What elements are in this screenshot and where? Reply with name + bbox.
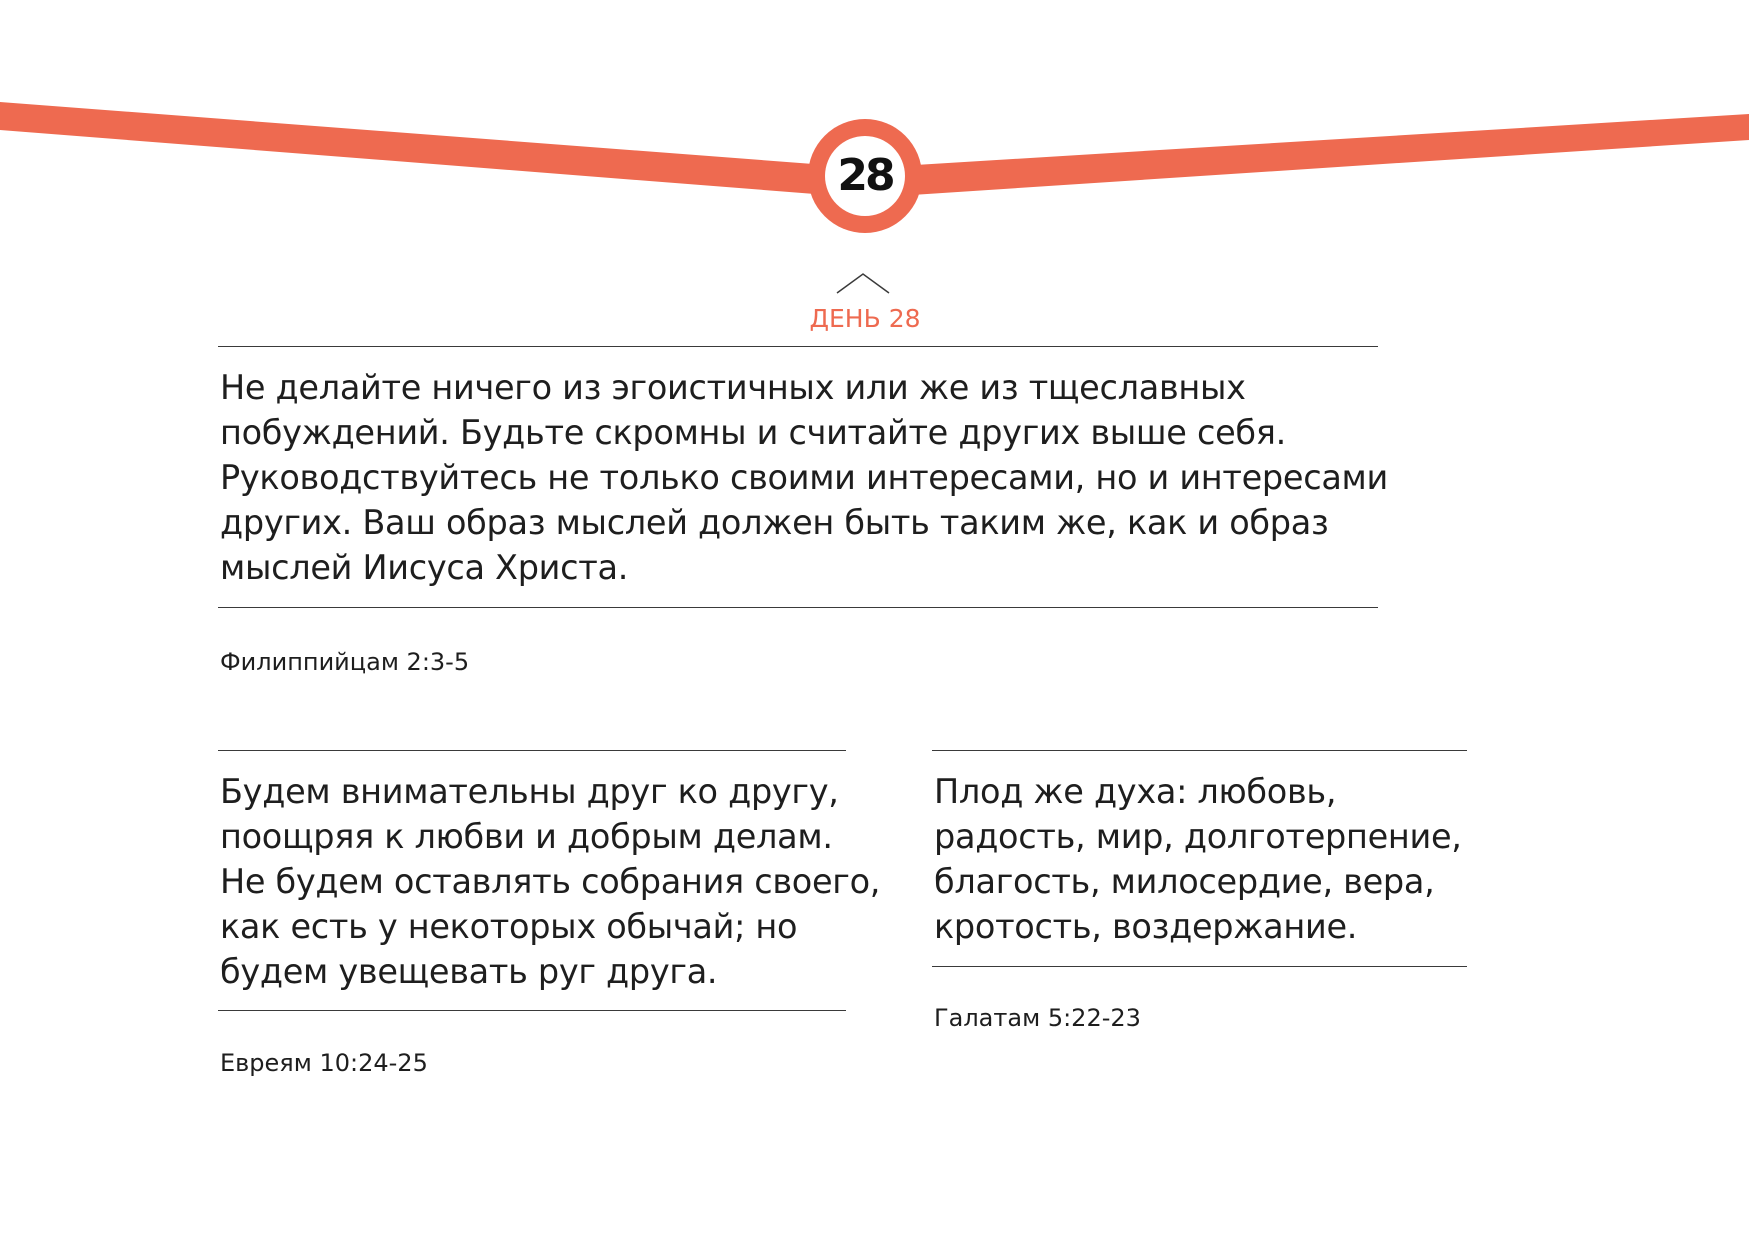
main-verse-top-rule [218,346,1378,347]
main-verse-line: других. Ваш образ мыслей должен быть таким же, как и образ [220,503,1329,542]
right-verse-line: Плод же духа: любовь, [934,772,1337,811]
left-verse-line: Будем внимательны друг ко другу, [220,772,839,811]
day-banner [0,0,1749,260]
right-verse-text [934,769,1462,949]
left-verse-text [220,769,880,994]
day-number: 28 [837,150,893,201]
banner-band-left [0,102,866,198]
main-verse-bottom-rule [218,607,1378,608]
day-label: ДЕНЬ 28 [809,304,921,333]
right-verse-line: благость, милосердие, вера, [934,862,1435,901]
main-verse-line: Руководствуйтесь не только своими интересами, но и интересами [220,458,1388,497]
left-verse-line: будем увещевать руг друга. [220,952,718,991]
right-verse-bottom-rule [932,966,1467,967]
left-verse-top-rule [218,750,846,751]
left-verse-line: как есть у некоторых обычай; но [220,907,798,946]
left-verse-reference: Евреям 10:24-25 [220,1049,428,1077]
right-verse-line: радость, мир, долготерпение, [934,817,1462,856]
right-verse-line: кротость, воздержание. [934,907,1358,946]
caret-up-icon [836,272,890,294]
left-verse-line: Не будем оставлять собрания своего, [220,862,881,901]
left-verse-line: поощряя к любви и добрым делам. [220,817,833,856]
main-verse-line: Не делайте ничего из эгоистичных или же из тщеславных [220,368,1246,407]
right-verse-top-rule [932,750,1467,751]
main-verse-text [220,365,1388,590]
main-verse-reference: Филиппийцам 2:3-5 [220,648,470,676]
main-verse-line: побуждений. Будьте скромны и считайте других выше себя. [220,413,1286,452]
right-verse-reference: Галатам 5:22-23 [934,1004,1141,1032]
banner-band-right [866,114,1749,198]
left-verse-bottom-rule [218,1010,846,1011]
main-verse-line: мыслей Иисуса Христа. [220,548,629,587]
